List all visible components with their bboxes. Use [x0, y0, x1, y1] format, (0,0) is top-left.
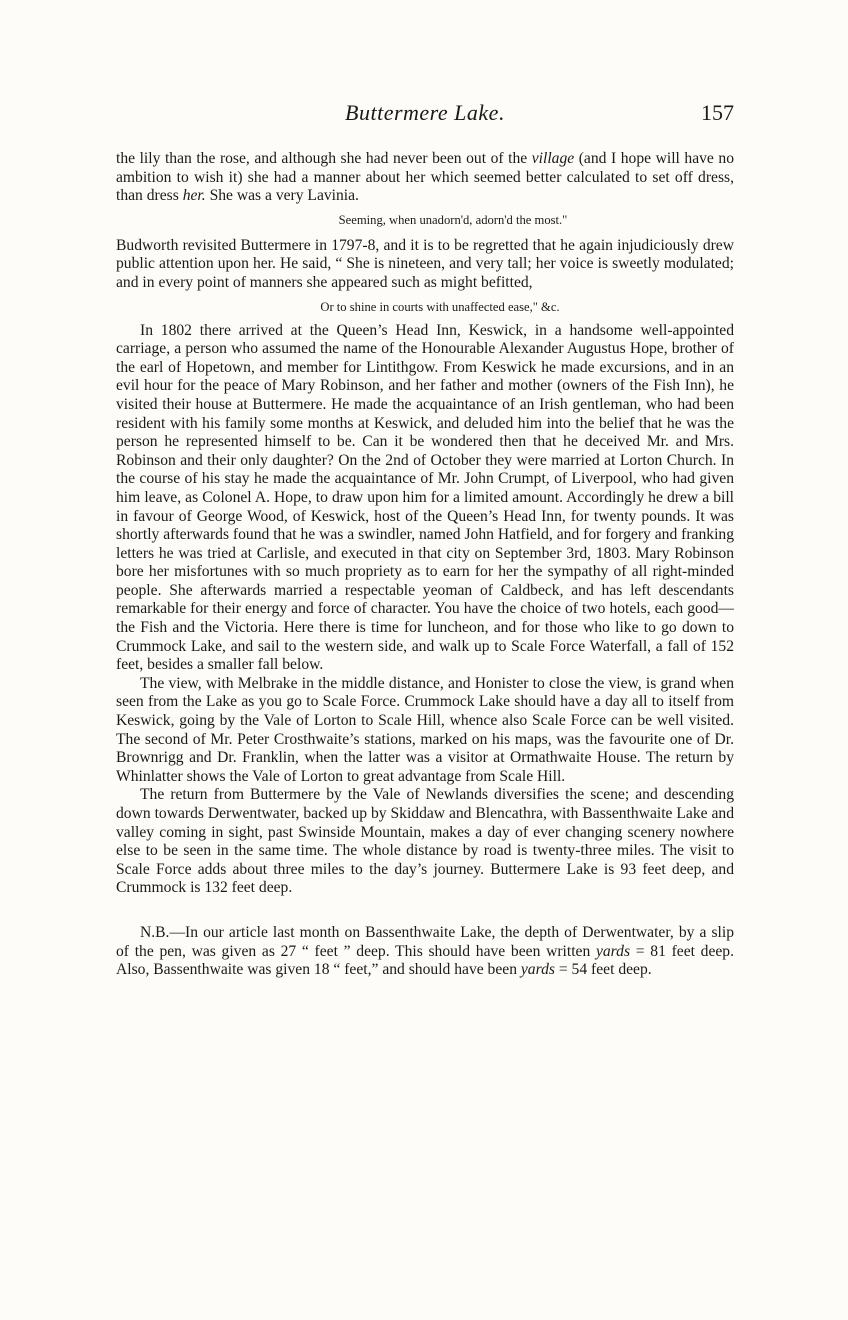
paragraph-5: The return from Buttermere by the Vale of Newlands diversifies the scene; and descending down towards Derwentwater, backed up by Skiddaw and Blencathra, with Bassenthwaite Lake and valley coming in sight, past Swinside Mountain, makes a day of ever changing scenery nowhere else to be seen in the same time. The whole distance by road is twenty-three miles. The visit to Scale Force adds about three miles to the day’s journey. Buttermere Lake is 93 feet deep, and Crummock is 132 feet deep.	[116, 786, 734, 897]
note-text-a: N.B.—In our article last month on Bassenthwaite Lake, the depth of Derwentwater, by a slip of the pen, was given as 27 “ feet ” deep. This should have been written	[116, 923, 734, 960]
editorial-note	[116, 924, 734, 980]
note-yards-2: yards	[520, 961, 555, 979]
paragraph-4: The view, with Melbrake in the middle distance, and Honister to close the view, is grand when seen from the Lake as you go to Scale Force. Crummock Lake should have a day all to itself from Keswick, going by the Vale of Lorton to Scale Hill, whence also Scale Force can be well visited. The second of Mr. Peter Crosthwaite’s stations, marked on his maps, was the favourite one of Dr. Brownrigg and Dr. Franklin, when the latter was a visitor at Ormathwaite House. The return by Whinlatter shows the Vale of Lorton to great advantage from Scale Hill.	[116, 674, 734, 785]
quotation-2: Or to shine in courts with unaffected ease," &c.	[320, 299, 560, 314]
article-body	[116, 150, 734, 980]
running-head	[116, 100, 734, 130]
running-title: Buttermere Lake.	[345, 100, 505, 125]
paragraph-1-text-a: the lily than the rose, and although she had never been out of the	[116, 150, 532, 167]
page-number: 157	[701, 100, 734, 125]
section-gap	[116, 898, 734, 924]
paragraph-1-text-b: (and I hope will have no ambition to wish it) she had a manner about her which seemed better calculated to set off dress, than dress	[116, 150, 734, 205]
note-yards-1: yards	[595, 942, 631, 960]
note-text-b: = 81 feet deep. Also, Bassenthwaite was given 18 “ feet,” and should have been	[116, 942, 734, 979]
paragraph-1	[116, 150, 734, 206]
note-text-c: = 54 feet deep.	[554, 961, 652, 979]
paragraph-1-her: her.	[182, 187, 206, 205]
paragraph-2: Budworth revisited Buttermere in 1797-8, and it is to be regretted that he again injudiciously drew public attention upon her. He said, “ She is nineteen, and very tall; her voice is sweetly modulated; and in every point of manners she appeared such as might befitted,	[116, 236, 734, 291]
paragraph-1-text-c: She was a very Lavinia.	[205, 187, 359, 205]
paragraph-1-village: village	[531, 150, 575, 167]
paragraph-3: In 1802 there arrived at the Queen’s Head Inn, Keswick, in a handsome well-appointed carriage, a person who assumed the name of the Honourable Alexander Augustus Hope, brother of the earl of Hopetown, and member for Lintithgow. From Keswick he made excursions, and in an evil hour for the peace of Mary Robinson, and her father and mother (owners of the Fish Inn), he visited their house at Buttermere. He made the acquaintance of an Irish gentleman, who had been resident with his family some months at Keswick, and deluded him into the belief that he was the person he represented himself to be. Can it be wondered then that he deceived Mr. and Mrs. Robinson and their only daughter? On the 2nd of October they were married at Lorton Church. In the course of his stay he made the acquaintance of Mr. John Crumpt, of Liverpool, who had given him leave, as Colonel A. Hope, to draw upon him for a limited amount. Accordingly he drew a bill in favour of George Wood, of Keswick, host of the Queen’s Head Inn, for twenty pounds. It was shortly afterwards found that he was a swindler, named John Hatfield, and for forgery and franking letters he was tried at Carlisle, and executed in that city on September 3rd, 1803. Mary Robinson bore her misfortunes with so much propriety as to earn for her the sympathy of all right-minded people. She afterwards married a respectable yeoman of Caldbeck, and has left descendants remarkable for their energy and force of character. You have the choice of two hotels, each good—the Fish and the Victoria. Here there is time for luncheon, and for those who like to go down to Crummock Lake, and sail to the western side, and walk up to Scale Force Waterfall, a fall of 152 feet, besides a smaller fall below.	[116, 321, 734, 674]
quotation-1: Seeming, when unadorn'd, adorn'd the most."	[338, 212, 568, 227]
